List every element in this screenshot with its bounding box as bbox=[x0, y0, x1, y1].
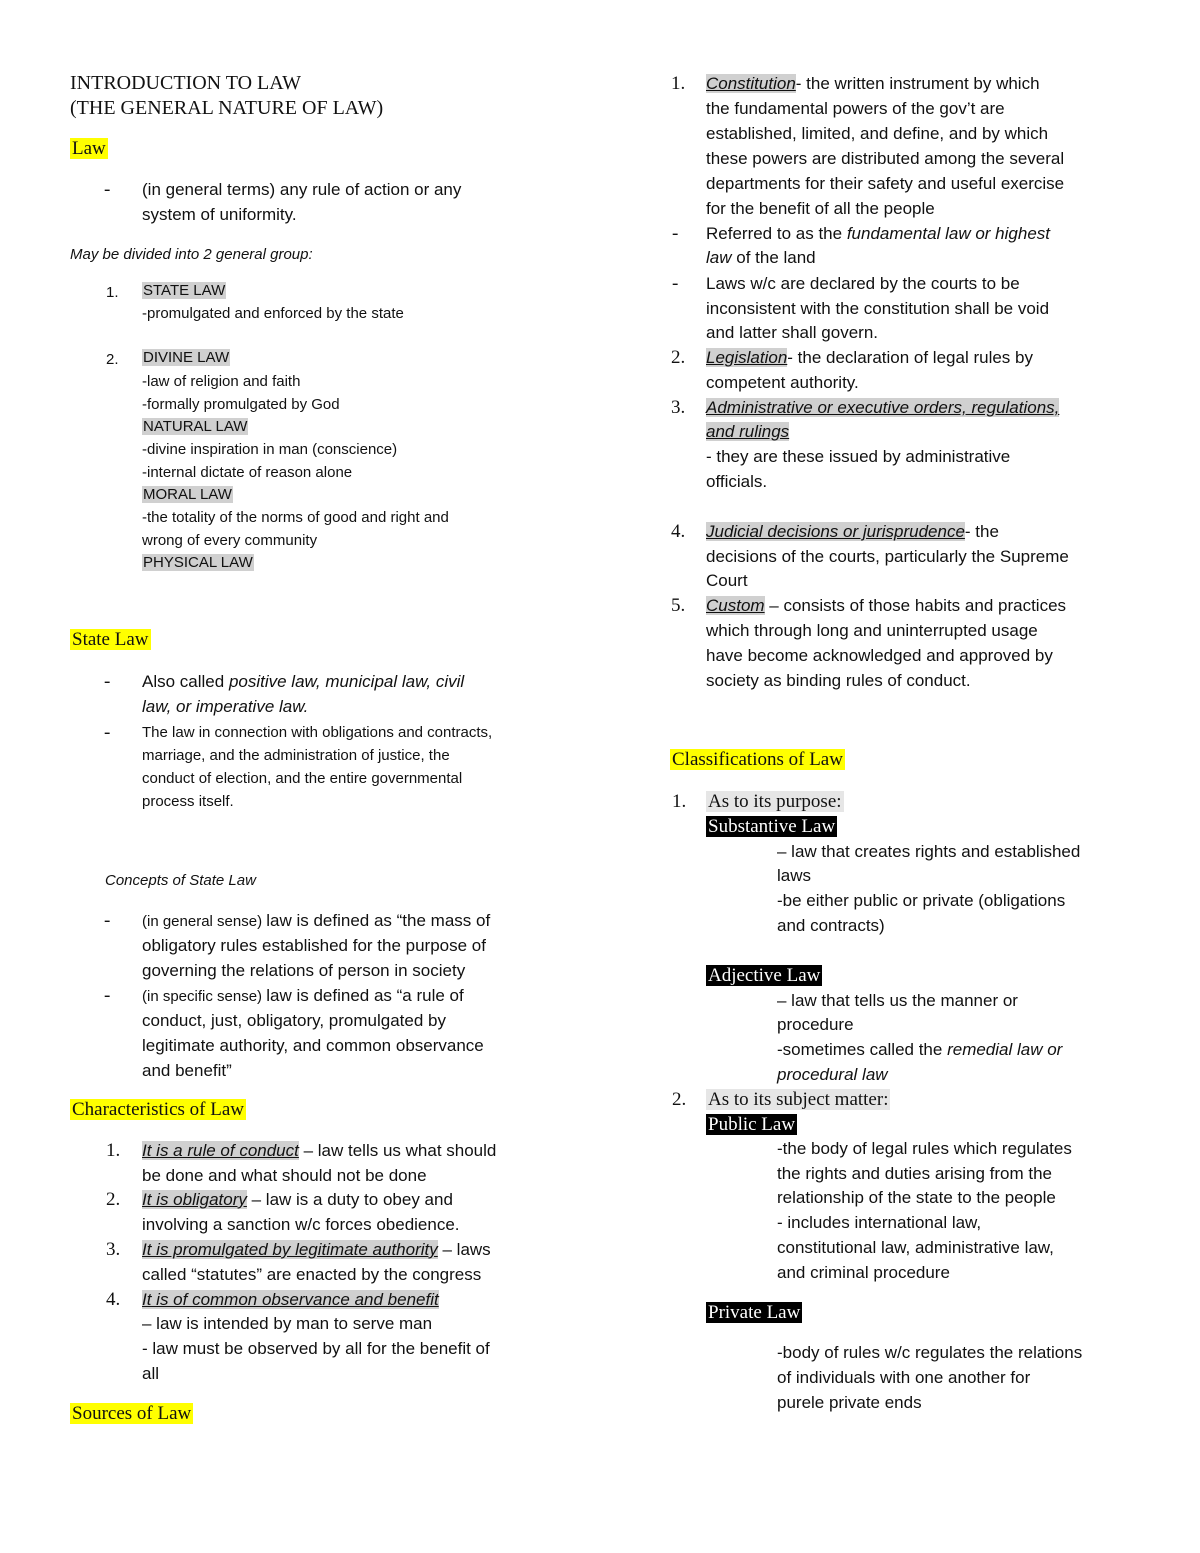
classifications-heading: Classifications of Law bbox=[672, 749, 843, 770]
characteristic-3-cont: called “statutes” are enacted by the congress bbox=[142, 1265, 482, 1284]
source-custom: Custom – consists of those habits and practices bbox=[706, 596, 1067, 615]
dash-bullet: - bbox=[104, 722, 111, 743]
natural-law-desc-1: -divine inspiration in man (conscience) bbox=[142, 441, 398, 458]
list-number: 2. bbox=[106, 1189, 121, 1210]
connection-line-2: marriage, and the administration of justice, the bbox=[142, 747, 450, 764]
dash-bullet: - bbox=[104, 910, 111, 931]
public-law-label: Public Law bbox=[708, 1114, 796, 1135]
general-sense-line-1: (in general sense) law is defined as “the mass of bbox=[142, 911, 491, 930]
constitution-line-5: departments for their safety and useful exercise bbox=[706, 174, 1065, 193]
substantive-law-label: Substantive Law bbox=[708, 816, 836, 837]
custom-line-3: have become acknowledged and approved by bbox=[706, 646, 1053, 665]
law-heading: Law bbox=[72, 138, 106, 159]
constitution-line-3: established, limited, and define, and by which bbox=[706, 124, 1049, 143]
characteristic-4-line-2: – law is intended by man to serve man bbox=[142, 1314, 433, 1333]
list-number: 5. bbox=[671, 595, 686, 616]
adjective-line-3: -sometimes called the remedial law or bbox=[777, 1040, 1063, 1059]
substantive-line-4: and contracts) bbox=[777, 916, 885, 935]
list-number: 3. bbox=[671, 397, 686, 418]
specific-sense-line-1: (in specific sense) law is defined as “a rule of bbox=[142, 986, 464, 1005]
list-number: 1. bbox=[672, 791, 687, 812]
connection-line-1: The law in connection with obligations and contracts, bbox=[142, 724, 493, 741]
also-called-line-2: law, or imperative law. bbox=[142, 697, 309, 716]
list-number: 2. bbox=[106, 351, 119, 368]
void-laws-line-1: Laws w/c are declared by the courts to be bbox=[706, 274, 1020, 293]
custom-line-4: society as binding rules of conduct. bbox=[706, 671, 971, 690]
substantive-line-3: -be either public or private (obligations bbox=[777, 891, 1066, 910]
legislation-line-2: competent authority. bbox=[706, 373, 859, 392]
natural-law-label: NATURAL LAW bbox=[143, 418, 248, 435]
characteristic-3: It is promulgated by legitimate authority – laws bbox=[142, 1240, 491, 1259]
specific-sense-line-3: legitimate authority, and common observance bbox=[142, 1036, 484, 1055]
connection-line-3: conduct of election, and the entire governmental bbox=[142, 770, 463, 787]
dash-bullet: - bbox=[104, 985, 111, 1006]
public-line-2: the rights and duties arising from the bbox=[777, 1164, 1052, 1183]
specific-sense-line-2: conduct, just, obligatory, promulgated by bbox=[142, 1011, 446, 1030]
private-line-2: of individuals with one another for bbox=[777, 1368, 1031, 1387]
general-sense-line-2: obligatory rules established for the purpose of bbox=[142, 936, 486, 955]
characteristic-4-line-3: - law must be observed by all for the benefit of bbox=[142, 1339, 490, 1358]
source-administrative-line-2: and rulings bbox=[706, 422, 790, 441]
adjective-line-1: – law that tells us the manner or bbox=[777, 991, 1018, 1010]
list-number: 3. bbox=[106, 1239, 121, 1260]
private-line-1: -body of rules w/c regulates the relations bbox=[777, 1343, 1083, 1362]
public-line-3: relationship of the state to the people bbox=[777, 1188, 1056, 1207]
subject-matter-label: As to its subject matter: bbox=[708, 1089, 889, 1110]
divine-law-desc-2: -formally promulgated by God bbox=[142, 396, 340, 413]
list-number: 1. bbox=[106, 1140, 121, 1161]
administrative-line-3: - they are these issued by administrative bbox=[706, 447, 1011, 466]
substantive-line-1: – law that creates rights and established bbox=[777, 842, 1081, 861]
substantive-line-2: laws bbox=[777, 866, 812, 885]
void-laws-line-3: and latter shall govern. bbox=[706, 323, 878, 342]
adjective-law-label: Adjective Law bbox=[708, 965, 821, 986]
list-number: 2. bbox=[672, 1089, 687, 1110]
public-line-4: - includes international law, bbox=[777, 1213, 982, 1232]
moral-law-desc-2: wrong of every community bbox=[142, 532, 318, 549]
document-title: INTRODUCTION TO LAW bbox=[70, 72, 301, 94]
divided-note: May be divided into 2 general group: bbox=[70, 246, 313, 263]
administrative-line-4: officials. bbox=[706, 472, 768, 491]
source-administrative-line-1: Administrative or executive orders, regulations, bbox=[706, 398, 1060, 417]
adjective-line-4: procedural law bbox=[777, 1065, 888, 1084]
judicial-line-2: decisions of the courts, particularly the Supreme bbox=[706, 547, 1069, 566]
law-definition-line-2: system of uniformity. bbox=[142, 205, 297, 224]
dash-bullet: - bbox=[104, 179, 111, 200]
source-constitution: Constitution- the written instrument by which bbox=[706, 74, 1040, 93]
list-number: 4. bbox=[671, 521, 686, 542]
state-law-desc: -promulgated and enforced by the state bbox=[142, 305, 404, 322]
law-definition-line-1: (in general terms) any rule of action or any bbox=[142, 180, 462, 199]
constitution-line-6: for the benefit of all the people bbox=[706, 199, 935, 218]
dash-bullet: - bbox=[672, 273, 679, 294]
source-legislation: Legislation- the declaration of legal rules by bbox=[706, 348, 1033, 367]
physical-law-label: PHYSICAL LAW bbox=[143, 554, 253, 571]
divine-law-label: DIVINE LAW bbox=[143, 349, 230, 366]
sources-heading: Sources of Law bbox=[72, 1403, 192, 1424]
source-judicial: Judicial decisions or jurisprudence- the bbox=[706, 522, 999, 541]
state-law-heading: State Law bbox=[72, 629, 149, 650]
list-number: 4. bbox=[106, 1289, 121, 1310]
characteristic-4: It is of common observance and benefit bbox=[142, 1290, 439, 1309]
void-laws-line-2: inconsistent with the constitution shall be void bbox=[706, 299, 1050, 318]
judicial-line-3: Court bbox=[706, 571, 748, 590]
public-line-5: constitutional law, administrative law, bbox=[777, 1238, 1054, 1257]
state-law-label: STATE LAW bbox=[143, 282, 226, 299]
private-law-label: Private Law bbox=[708, 1302, 801, 1323]
also-called-line-1: Also called positive law, municipal law, civil bbox=[142, 672, 465, 691]
characteristic-4-line-4: all bbox=[142, 1364, 160, 1383]
dash-bullet: - bbox=[672, 223, 679, 244]
natural-law-desc-2: -internal dictate of reason alone bbox=[142, 464, 353, 481]
specific-sense-line-4: and benefit” bbox=[142, 1061, 232, 1080]
moral-law-label: MORAL LAW bbox=[143, 486, 232, 503]
dash-bullet: - bbox=[104, 671, 111, 692]
list-number: 1. bbox=[671, 73, 686, 94]
private-line-3: purele private ends bbox=[777, 1393, 922, 1412]
characteristic-2: It is obligatory – law is a duty to obey and bbox=[142, 1190, 453, 1209]
characteristic-2-cont: involving a sanction w/c forces obedience. bbox=[142, 1215, 460, 1234]
concepts-subheading: Concepts of State Law bbox=[105, 872, 256, 889]
connection-line-4: process itself. bbox=[142, 793, 234, 810]
public-line-1: -the body of legal rules which regulates bbox=[777, 1139, 1072, 1158]
constitution-line-2: the fundamental powers of the gov’t are bbox=[706, 99, 1005, 118]
adjective-line-2: procedure bbox=[777, 1015, 854, 1034]
custom-line-2: which through long and uninterrupted usage bbox=[706, 621, 1038, 640]
moral-law-desc-1: -the totality of the norms of good and right and bbox=[142, 509, 449, 526]
constitution-line-4: these powers are distributed among the several bbox=[706, 149, 1065, 168]
general-sense-line-3: governing the relations of person in society bbox=[142, 961, 466, 980]
document-subtitle: (THE GENERAL NATURE OF LAW) bbox=[70, 97, 384, 119]
characteristic-1: It is a rule of conduct – law tells us what should bbox=[142, 1141, 497, 1160]
characteristic-1-cont: be done and what should not be done bbox=[142, 1166, 427, 1185]
characteristics-heading: Characteristics of Law bbox=[72, 1099, 244, 1120]
fundamental-law-line-1: Referred to as the fundamental law or highest bbox=[706, 224, 1050, 243]
list-number: 2. bbox=[671, 347, 686, 368]
public-line-6: and criminal procedure bbox=[777, 1263, 950, 1282]
fundamental-law-line-2: law of the land bbox=[706, 248, 816, 267]
list-number: 1. bbox=[106, 284, 119, 301]
purpose-label: As to its purpose: bbox=[708, 791, 842, 812]
divine-law-desc-1: -law of religion and faith bbox=[142, 373, 301, 390]
